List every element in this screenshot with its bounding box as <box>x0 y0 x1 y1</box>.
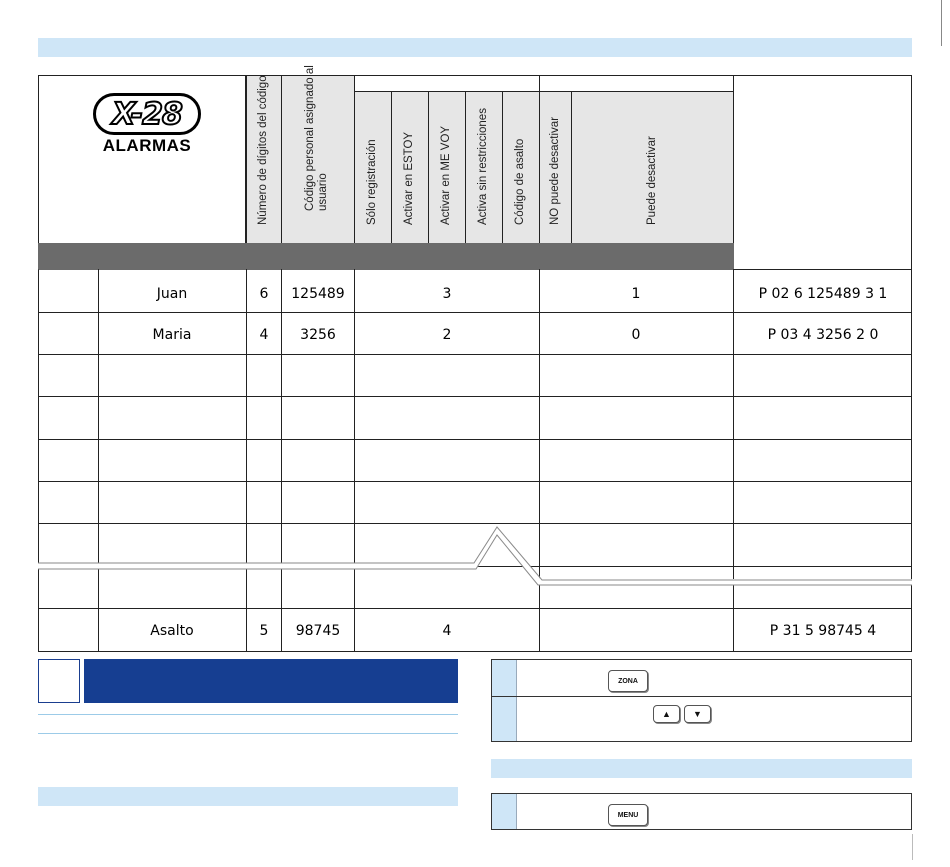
header-digits-label: Número de dígitos del código <box>257 75 269 225</box>
row-command: P 31 5 98745 4 <box>769 623 877 639</box>
row-code: 3256 <box>300 327 336 343</box>
menu-key-icon: MENU <box>608 804 648 826</box>
logo-name: ALARMAS <box>102 136 192 155</box>
divider-line <box>38 714 458 715</box>
header-code-label: Código personal asignado al usuario <box>304 65 329 211</box>
step-tab <box>492 660 517 696</box>
x28-logo-badge: X-28 <box>93 93 201 135</box>
row-activation: 3 <box>442 286 452 302</box>
right-subsection-bar <box>491 759 912 778</box>
header-mevoy-label: Activar en ME VOY <box>440 125 452 225</box>
top-header-bar <box>38 38 912 57</box>
header-estoy-label: Activar en ESTOY <box>403 131 415 225</box>
row-deactivation: 1 <box>631 286 641 302</box>
row-command: P 02 6 125489 3 1 <box>758 286 888 302</box>
table-grid <box>38 75 912 652</box>
row-digits: 5 <box>259 623 269 639</box>
header-sin-restricciones-label: Activa sin restricciones <box>477 108 489 225</box>
step-box-2 <box>491 696 912 742</box>
header-asalto-label: Código de asalto <box>514 138 526 225</box>
row-activation: 4 <box>442 623 452 639</box>
header-no-desactivar-label: NO puede desactivar <box>548 116 561 225</box>
margin-rule <box>941 0 942 46</box>
row-activation: 2 <box>442 327 452 343</box>
step-box-3 <box>491 793 912 830</box>
divider-line <box>38 733 458 734</box>
row-name: Maria <box>152 327 192 343</box>
section-title-bar <box>84 659 458 703</box>
row-digits: 6 <box>259 286 269 302</box>
row-deactivation: 0 <box>631 327 641 343</box>
row-digits: 4 <box>259 327 269 343</box>
user-codes-table <box>38 65 912 652</box>
header-solo-registro-label: Sólo registración <box>366 139 378 225</box>
row-code: 98745 <box>295 623 341 639</box>
arrow-up-key-icon: ▲ <box>653 705 680 723</box>
row-code: 125489 <box>291 286 345 302</box>
header-puede-desactivar-label: Puede desactivar <box>645 136 658 225</box>
zona-key-icon: ZONA <box>608 670 648 692</box>
row-name: Juan <box>156 286 188 302</box>
margin-rule <box>912 834 913 860</box>
subsection-bar <box>38 787 458 806</box>
arrow-down-key-icon: ▼ <box>684 705 711 723</box>
row-command: P 03 4 3256 2 0 <box>767 327 879 343</box>
row-name: Asalto <box>150 623 194 639</box>
step-tab <box>492 697 517 741</box>
step-box-1 <box>491 659 912 697</box>
step-tab <box>492 794 517 829</box>
section-number-box <box>38 659 80 703</box>
